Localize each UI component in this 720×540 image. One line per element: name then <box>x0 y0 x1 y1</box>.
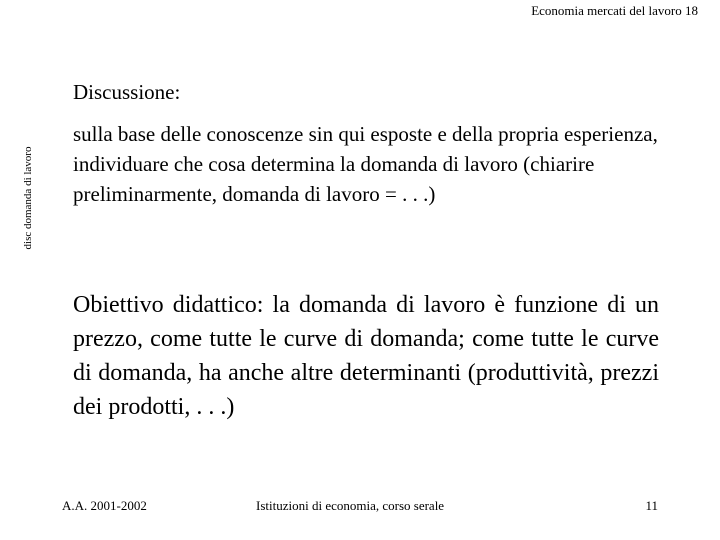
side-label: disc domanda di lavoro <box>22 146 34 250</box>
page-number: 11 <box>645 498 658 513</box>
section-heading: Discussione: <box>73 80 181 104</box>
header-title: Economia mercati del lavoro 18 <box>531 3 698 18</box>
footer-year: A.A. 2001-2002 <box>62 498 147 513</box>
footer-course: Istituzioni di economia, corso serale <box>256 498 445 513</box>
discussion-paragraph: sulla base delle conoscenze sin qui esposte e della propria esperienza, individuare che cosa determina la domanda di lavoro (chiarire preliminarmente, domanda di lavoro = . . .) <box>73 122 658 206</box>
objective-paragraph: Obiettivo didattico: la domanda di lavoro è funzione di un prezzo, come tutte le curve di domanda; come tutte le curve di domanda, ha anche altre determinanti (produttività, prezzi dei prodotti, . . .) <box>73 292 659 420</box>
